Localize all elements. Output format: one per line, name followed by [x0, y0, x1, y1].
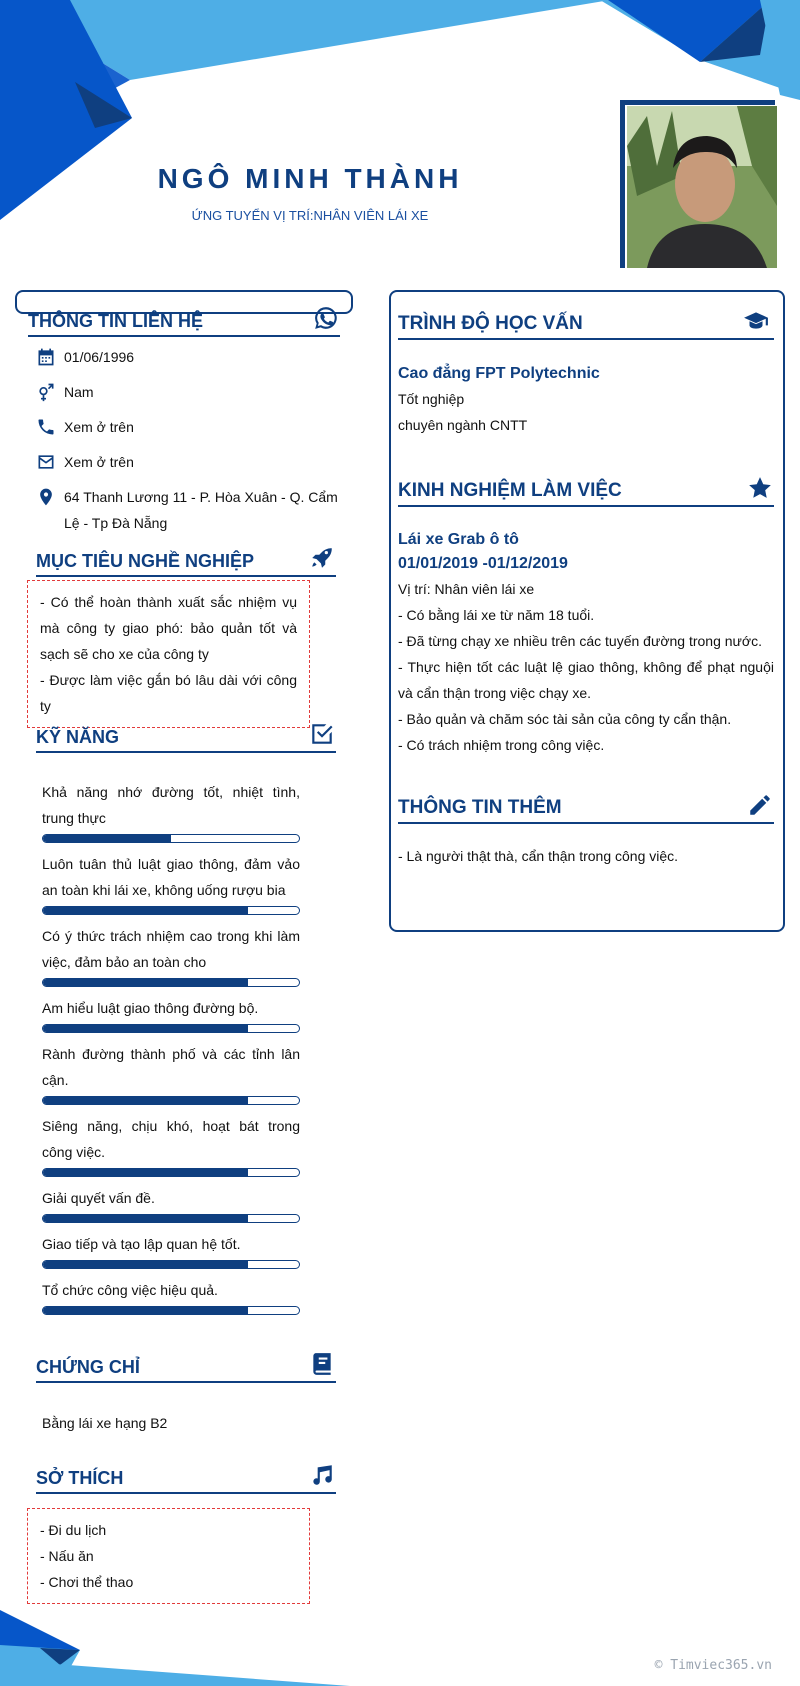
education-status: Tốt nghiệp — [398, 391, 465, 407]
contact-gender — [36, 379, 356, 405]
experience-line: - Thực hiện tốt các luật lệ giao thông, không để phạt nguội và cẩn thận trong việc chạy xe. — [398, 659, 774, 701]
contact-address — [36, 484, 356, 536]
email-icon — [36, 449, 64, 475]
skill-bar-fill — [43, 1169, 248, 1176]
skill-item — [42, 923, 300, 987]
extra-line: - Là người thật thà, cẩn thận trong công việc. — [398, 848, 679, 864]
skill-item — [42, 1113, 300, 1177]
job-title: Lái xe Grab ô tô — [398, 531, 519, 548]
skill-bar-fill — [43, 907, 248, 914]
skill-bar — [42, 834, 300, 843]
experience-line: - Đã từng chạy xe nhiều trên các tuyến đường trong nước. — [398, 633, 762, 649]
experience-content — [398, 528, 774, 758]
skill-bar-fill — [43, 1215, 248, 1222]
hobbies-box — [27, 1508, 310, 1604]
skill-item — [42, 851, 300, 915]
pencil-icon — [746, 791, 774, 819]
skill-bar — [42, 1306, 300, 1315]
skill-item — [42, 1277, 300, 1315]
extra-title: THÔNG TIN THÊM — [398, 797, 562, 818]
experience-section-header — [398, 474, 774, 507]
book-icon — [308, 1350, 336, 1378]
watermark: © Timviec365.vn — [654, 1658, 772, 1673]
location-icon — [36, 484, 64, 510]
experience-line: - Có bằng lái xe từ năm 18 tuổi. — [398, 607, 595, 623]
skill-bar-fill — [43, 1261, 248, 1268]
checkbox-icon — [308, 720, 336, 748]
objective-title: MỤC TIÊU NGHỀ NGHIỆP — [36, 551, 255, 571]
skill-bar-fill — [43, 1025, 248, 1032]
objective-section-header — [36, 544, 336, 577]
skill-label: Khả năng nhớ đường tốt, nhiệt tình, trung thực — [42, 784, 300, 826]
extra-section-header — [398, 791, 774, 824]
skill-label: Giải quyết vấn đề. — [42, 1190, 155, 1206]
skill-bar-fill — [43, 835, 171, 842]
skill-label: Am hiểu luật giao thông đường bộ. — [42, 1000, 259, 1016]
job-period: 01/01/2019 -01/12/2019 — [398, 555, 568, 572]
skill-item — [42, 1041, 300, 1105]
contact-gender-text: Nam — [64, 384, 94, 400]
experience-line: - Bảo quản và chăm sóc tài sản của công ty cẩn thận. — [398, 711, 732, 727]
skill-bar — [42, 978, 300, 987]
skill-bar — [42, 1214, 300, 1223]
avatar — [627, 106, 777, 268]
skill-label: Giao tiếp và tạo lập quan hệ tốt. — [42, 1236, 241, 1252]
extra-content — [398, 843, 774, 869]
phone-icon — [36, 414, 64, 440]
skill-bar-fill — [43, 1307, 248, 1314]
skill-bar — [42, 1024, 300, 1033]
gender-icon — [36, 379, 64, 405]
contact-birthday-text: 01/06/1996 — [64, 349, 135, 365]
music-icon — [308, 1461, 336, 1489]
contact-phone-text: Xem ở trên — [64, 419, 134, 435]
experience-line: Vị trí: Nhân viên lái xe — [398, 581, 535, 597]
objective-line: - Có thể hoàn thành xuất sắc nhiệm vụ mà công ty giao phó: bảo quản tốt và sạch sẽ cho xe của công ty — [40, 594, 297, 662]
applied-position: ỨNG TUYỂN VỊ TRÍ:NHÂN VIÊN LÁI XE — [191, 208, 429, 223]
skill-item — [42, 1185, 300, 1223]
candidate-name: NGÔ MINH THÀNH — [157, 163, 463, 194]
hobbies-section-header — [36, 1461, 336, 1494]
education-title: TRÌNH ĐỘ HỌC VẤN — [398, 313, 583, 334]
objective-line: - Được làm việc gắn bó lâu dài với công ty — [40, 672, 297, 714]
certificates-title: CHỨNG CHỈ — [36, 1357, 140, 1377]
skills-section-header — [36, 720, 336, 753]
skill-item — [42, 779, 300, 843]
school-name: Cao đẳng FPT Polytechnic — [398, 365, 600, 382]
skill-label: Luôn tuân thủ luật giao thông, đảm vảo an toàn khi lái xe, không uống rượu bia — [42, 856, 300, 898]
rocket-icon — [308, 544, 336, 572]
education-major: chuyên ngành CNTT — [398, 417, 528, 433]
hobby-item: - Đi du lịch — [40, 1522, 107, 1538]
contact-section-header — [28, 304, 340, 337]
contact-email — [36, 449, 356, 475]
skill-bar — [42, 1168, 300, 1177]
graduation-cap-icon — [738, 307, 774, 335]
skill-bar — [42, 1096, 300, 1105]
education-content — [398, 362, 774, 438]
experience-title: KINH NGHIỆM LÀM VIỆC — [398, 480, 622, 501]
skill-label: Có ý thức trách nhiệm cao trong khi làm việc, đảm bảo an toàn cho — [42, 928, 300, 970]
skill-bar — [42, 1260, 300, 1269]
objective-box — [27, 580, 310, 728]
skill-item — [42, 995, 300, 1033]
skill-bar — [42, 906, 300, 915]
calendar-icon — [36, 344, 64, 370]
certificate-item: Bằng lái xe hạng B2 — [42, 1415, 168, 1431]
star-icon — [746, 474, 774, 502]
skill-item — [42, 1231, 300, 1269]
contact-title: THÔNG TIN LIÊN HỆ — [28, 311, 203, 331]
hobby-item: - Chơi thể thao — [40, 1574, 134, 1590]
whatsapp-icon — [312, 304, 340, 332]
contact-email-text: Xem ở trên — [64, 454, 134, 470]
contact-phone — [36, 414, 356, 440]
experience-line: - Có trách nhiệm trong công việc. — [398, 737, 605, 753]
contact-address-text: 64 Thanh Lương 11 - P. Hòa Xuân - Q. Cẩm Lệ - Tp Đà Nẵng — [64, 489, 338, 531]
skills-title: KỸ NĂNG — [36, 727, 120, 747]
skill-label: Tổ chức công việc hiệu quả. — [42, 1282, 218, 1298]
skill-bar-fill — [43, 979, 248, 986]
hobby-item: - Nấu ăn — [40, 1548, 94, 1564]
skill-label: Rành đường thành phố và các tỉnh lân cận. — [42, 1046, 300, 1088]
skill-bar-fill — [43, 1097, 248, 1104]
contact-birthday — [36, 344, 356, 370]
certificates-section-header — [36, 1350, 336, 1383]
education-section-header — [398, 307, 774, 340]
hobbies-title: SỞ THÍCH — [36, 1468, 124, 1488]
skill-label: Siêng năng, chịu khó, hoạt bát trong công việc. — [42, 1118, 300, 1160]
